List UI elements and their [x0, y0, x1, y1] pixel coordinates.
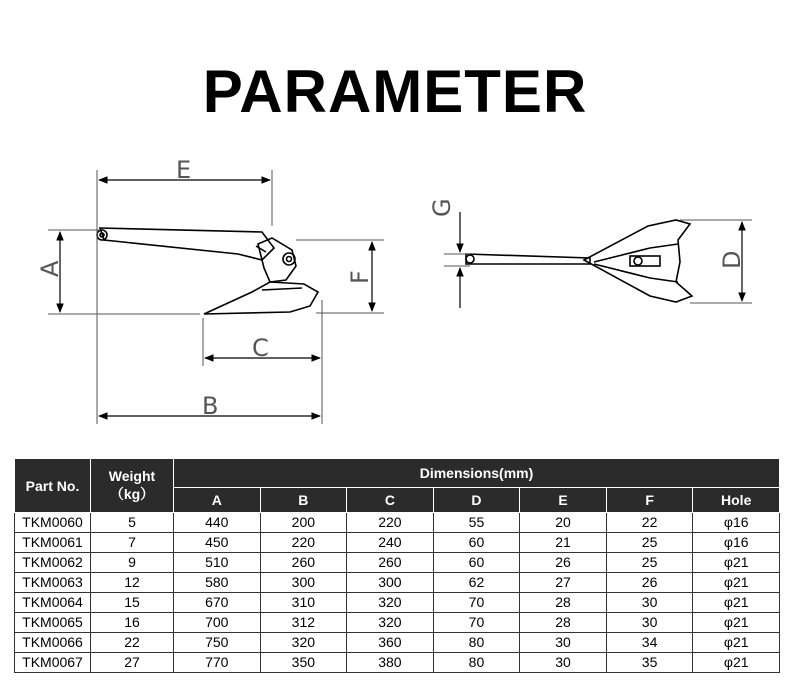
- header-weight-label: Weight: [108, 467, 156, 484]
- header-dimensions: Dimensions(mm): [174, 459, 780, 488]
- parameter-table: [14, 458, 780, 673]
- header-col-a: A: [174, 488, 261, 513]
- top-view-anchor: [466, 220, 692, 302]
- table-row: [15, 533, 780, 553]
- table-cell-weight: 27: [91, 653, 174, 673]
- table-cell-a: 580: [174, 573, 261, 593]
- table-cell-d: 80: [433, 653, 520, 673]
- table-cell-part: TKM0067: [15, 653, 91, 673]
- table-cell-b: 312: [260, 613, 347, 633]
- table-cell-part: TKM0066: [15, 633, 91, 653]
- table-cell-b: 300: [260, 573, 347, 593]
- table-cell-weight: 9: [91, 553, 174, 573]
- table-cell-c: 260: [347, 553, 434, 573]
- table-cell-e: 28: [520, 613, 607, 633]
- dimension-label-d: D: [718, 250, 746, 269]
- table-cell-part: TKM0063: [15, 573, 91, 593]
- table-cell-a: 670: [174, 593, 261, 613]
- table-cell-d: 60: [433, 533, 520, 553]
- table-cell-a: 770: [174, 653, 261, 673]
- table-cell-hole: φ21: [693, 573, 780, 593]
- table-cell-d: 55: [433, 513, 520, 533]
- table-cell-weight: 15: [91, 593, 174, 613]
- dimension-label-c: C: [252, 334, 269, 362]
- table-cell-e: 21: [520, 533, 607, 553]
- table-cell-b: 320: [260, 633, 347, 653]
- table-cell-c: 240: [347, 533, 434, 553]
- table-cell-d: 70: [433, 593, 520, 613]
- table-cell-f: 34: [606, 633, 693, 653]
- table-cell-b: 220: [260, 533, 347, 553]
- table-cell-c: 220: [347, 513, 434, 533]
- header-col-f: F: [606, 488, 693, 513]
- table-cell-e: 30: [520, 653, 607, 673]
- table-cell-part: TKM0064: [15, 593, 91, 613]
- anchor-dimension-diagram: [0, 140, 790, 440]
- header-col-d: D: [433, 488, 520, 513]
- table-row: [15, 573, 780, 593]
- dimension-label-f: F: [346, 270, 374, 284]
- table-cell-weight: 16: [91, 613, 174, 633]
- table-cell-part: TKM0061: [15, 533, 91, 553]
- table-cell-f: 35: [606, 653, 693, 673]
- table-cell-hole: φ21: [693, 593, 780, 613]
- table-cell-f: 22: [606, 513, 693, 533]
- table-cell-e: 30: [520, 633, 607, 653]
- header-weight-unit: （kg）: [109, 485, 155, 502]
- table-cell-f: 25: [606, 533, 693, 553]
- table-cell-d: 60: [433, 553, 520, 573]
- table-row: [15, 513, 780, 533]
- table-cell-c: 380: [347, 653, 434, 673]
- dimension-label-e: E: [176, 156, 192, 184]
- side-view-extension-lines: [48, 170, 384, 424]
- table-cell-hole: φ21: [693, 553, 780, 573]
- dimension-label-a: A: [36, 260, 64, 277]
- table-cell-hole: φ21: [693, 653, 780, 673]
- table-cell-b: 310: [260, 593, 347, 613]
- table-cell-b: 350: [260, 653, 347, 673]
- header-part-no: Part No.: [15, 459, 91, 513]
- header-col-e: E: [520, 488, 607, 513]
- table-row: [15, 593, 780, 613]
- table-row: [15, 653, 780, 673]
- table-cell-weight: 22: [91, 633, 174, 653]
- table-cell-e: 28: [520, 593, 607, 613]
- table-cell-d: 80: [433, 633, 520, 653]
- table-cell-a: 450: [174, 533, 261, 553]
- table-cell-c: 320: [347, 593, 434, 613]
- table-cell-a: 440: [174, 513, 261, 533]
- dimension-label-g: G: [428, 198, 456, 217]
- table-cell-weight: 5: [91, 513, 174, 533]
- table-cell-a: 510: [174, 553, 261, 573]
- table-cell-a: 700: [174, 613, 261, 633]
- table-cell-d: 70: [433, 613, 520, 633]
- table-cell-f: 26: [606, 573, 693, 593]
- table-row: [15, 553, 780, 573]
- header-weight: [91, 459, 174, 513]
- page-title: PARAMETER: [202, 58, 588, 125]
- table-cell-b: 260: [260, 553, 347, 573]
- table-cell-f: 25: [606, 553, 693, 573]
- table-cell-weight: 7: [91, 533, 174, 553]
- table-cell-e: 27: [520, 573, 607, 593]
- table-cell-f: 30: [606, 613, 693, 633]
- table-row: [15, 613, 780, 633]
- table-cell-weight: 12: [91, 573, 174, 593]
- table-cell-part: TKM0060: [15, 513, 91, 533]
- table-cell-part: TKM0062: [15, 553, 91, 573]
- header-col-c: C: [347, 488, 434, 513]
- table-cell-e: 20: [520, 513, 607, 533]
- table-cell-c: 360: [347, 633, 434, 653]
- table-cell-f: 30: [606, 593, 693, 613]
- table-cell-hole: φ21: [693, 633, 780, 653]
- table-row: [15, 633, 780, 653]
- table-cell-hole: φ16: [693, 513, 780, 533]
- side-view-anchor: [97, 228, 318, 314]
- table-cell-hole: φ21: [693, 613, 780, 633]
- table-cell-hole: φ16: [693, 533, 780, 553]
- header-col-hole: Hole: [693, 488, 780, 513]
- header-col-b: B: [260, 488, 347, 513]
- table-cell-part: TKM0065: [15, 613, 91, 633]
- table-cell-a: 750: [174, 633, 261, 653]
- table-cell-e: 26: [520, 553, 607, 573]
- parameter-table-body: [15, 513, 780, 673]
- table-cell-b: 200: [260, 513, 347, 533]
- table-cell-c: 300: [347, 573, 434, 593]
- dimension-label-b: B: [202, 392, 219, 420]
- table-cell-c: 320: [347, 613, 434, 633]
- table-cell-d: 62: [433, 573, 520, 593]
